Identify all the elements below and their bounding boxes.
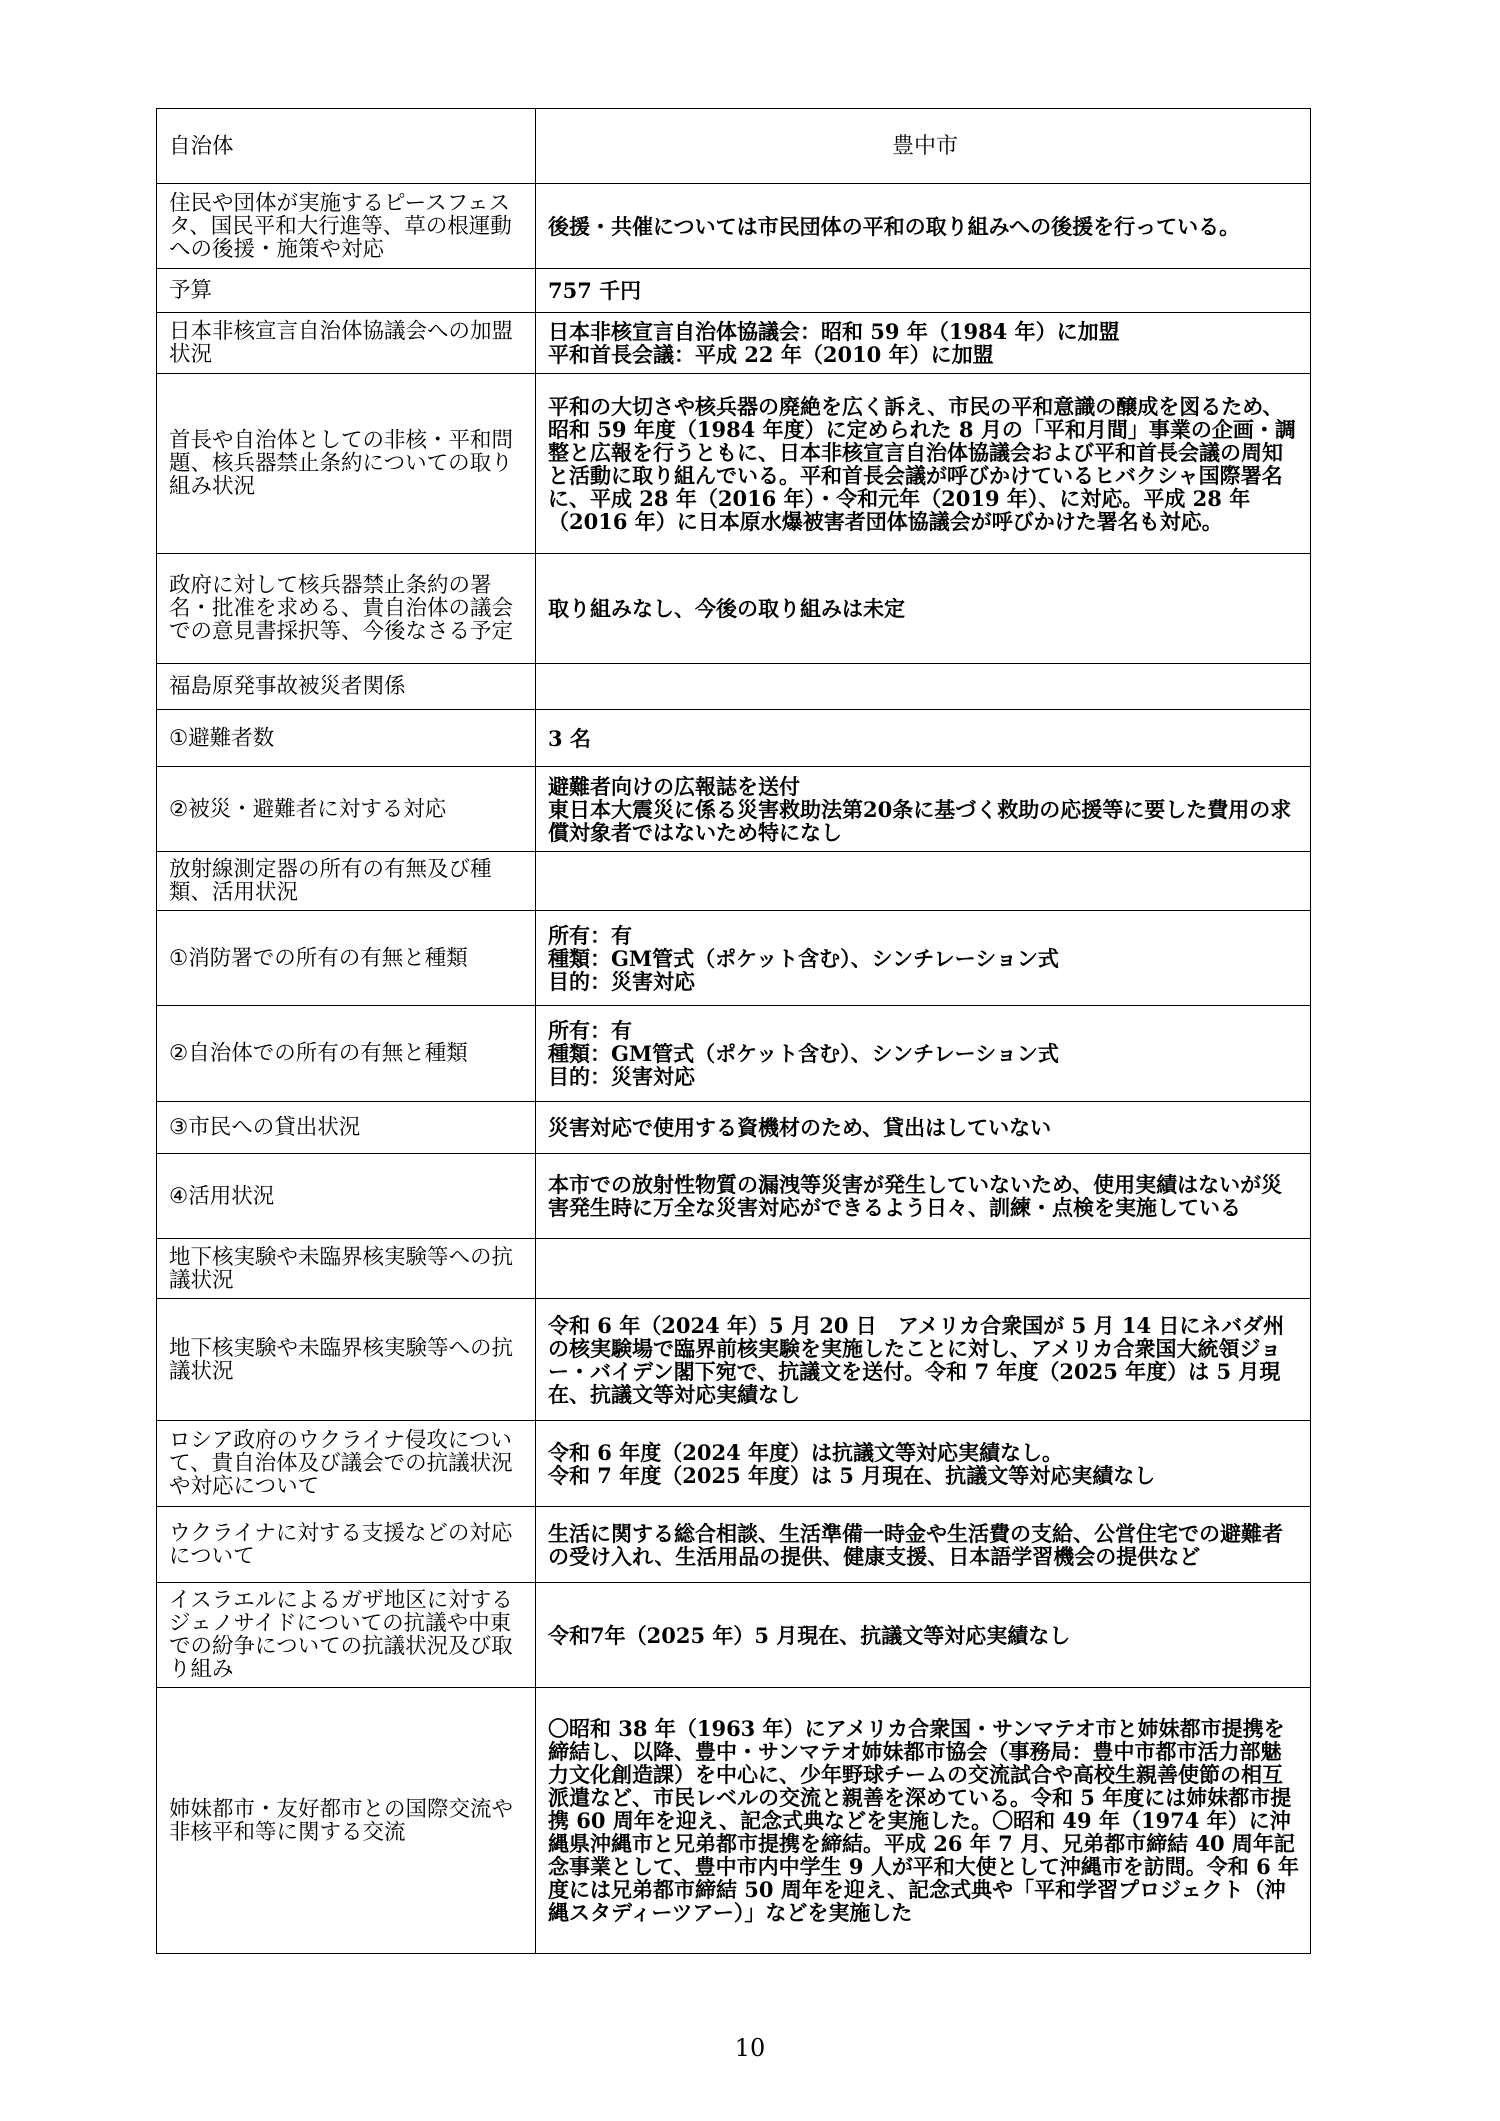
row-label: 首長や自治体としての非核・平和問題、核兵器禁止条約についての取り組み状況 [157,374,536,554]
row-label: ②被災・避難者に対する対応 [157,767,536,852]
row-value [536,1299,1311,1421]
value-line: 生活に関する総合相談、生活準備一時金や生活費の支給、公営住宅での避難者の受け入れ、生活用品の提供、健康支援、日本語学習機会の提供など [548,1520,1283,1569]
value-line: 令和7年（2025 年）5 月現在、抗議文等対応実績なし [548,1622,1071,1648]
row-value [536,184,1311,269]
row-label: 日本非核宣言自治体協議会への加盟状況 [157,313,536,374]
table-row [157,313,1311,374]
row-label: 地下核実験や未臨界核実験等への抗議状況 [157,1239,536,1299]
table-row [157,1006,1311,1102]
value-line: 本市での放射性物質の漏洩等災害が発生していないため、使用実績はないが災害発生時に万全な災害対応ができるよう日々、訓練・点検を実施している [548,1172,1283,1220]
value-line: 令和 6 年（2024 年）5 月 20 日 アメリカ合衆国が 5 月 14 日にネバダ州の核実験場で臨界前核実験を実施したことに対し、アメリカ合衆国大統領ジョー・バイデン閣下宛で、抗議文を送付。令和 7 年度（2025 年度）は 5 月現在、抗議文等対応実績なし [548,1312,1285,1407]
value-line: 後援・共催については市民団体の平和の取り組みへの後援を行っている。 [548,213,1241,239]
table-row [157,184,1311,269]
row-label: 地下核実験や未臨界核実験等への抗議状況 [157,1299,536,1421]
row-value [536,911,1311,1006]
row-value [536,1239,1311,1299]
row-value [536,374,1311,554]
row-value [536,1688,1311,1954]
row-label: 姉妹都市・友好都市との国際交流や非核平和等に関する交流 [157,1688,536,1954]
table-row [157,1299,1311,1421]
row-label: 予算 [157,269,536,313]
value-line: 令和 7 年度（2025 年度）は 5 月現在、抗議文等対応実績なし [548,1462,1156,1488]
header-label-cell: 自治体 [157,109,536,184]
table-row [157,1507,1311,1583]
value-line: 平和首長会議：平成 22 年（2010 年）に加盟 [548,342,994,367]
row-value [536,1102,1311,1154]
value-line: 東日本大震災に係る災害救助法第20条に基づく救助の応援等に要した費用の求償対象者ではないため特になし [548,796,1292,845]
table-row [157,1583,1311,1688]
table-row [157,374,1311,554]
value-line: 種類：GM管式（ポケット含む）、シンチレーション式 [548,1041,1059,1066]
row-value [536,664,1311,710]
value-line: 目的：災害対応 [548,968,695,994]
row-label: ①避難者数 [157,710,536,767]
row-value [536,1154,1311,1239]
row-value [536,1006,1311,1102]
row-value [536,710,1311,767]
value-line: 757 千円 [548,278,642,303]
value-line: 避難者向けの広報誌を送付 [548,773,800,799]
table-row [157,911,1311,1006]
table-row [157,1688,1311,1954]
value-line: 3 名 [548,725,591,751]
table-row [157,1239,1311,1299]
table-row [157,1154,1311,1239]
row-value [536,313,1311,374]
value-line: 所有：有 [548,1018,632,1043]
value-line: 平和の大切さや核兵器の廃絶を広く訴え、市民の平和意識の醸成を図るため、昭和 59 年度（1984 年度）に定められた 8 月の「平和月間」事業の企画・調整と広報を行うともに、日本非核宣言自治体協議会および平和首長会議の周知と活動に取り組んでいる。平和首長会議が呼びかけているヒバクシャ国際署名に、平成 28 年（2016 年）・令和元年（2019 年）、に対応。平成 28 年（2016 年）に日本原水爆被害者団体協議会が呼びかけた署名も対応。 [548,393,1296,534]
row-value [536,852,1311,911]
row-label: ①消防署での所有の有無と種類 [157,911,536,1006]
row-value [536,1583,1311,1688]
row-label: ウクライナに対する支援などの対応について [157,1507,536,1583]
row-label: 放射線測定器の所有の有無及び種類、活用状況 [157,852,536,911]
survey-sheet [156,108,1311,1954]
table-row [157,767,1311,852]
table-row [157,710,1311,767]
row-label: ロシア政府のウクライナ侵攻について、貴自治体及び議会での抗議状況や対応について [157,1421,536,1507]
row-value [536,1421,1311,1507]
row-label: 福島原発事故被災者関係 [157,664,536,710]
value-line: 〇昭和 38 年（1963 年）にアメリカ合衆国・サンマテオ市と姉妹都市提携を締結し、以降、豊中・サンマテオ姉妹都市協会（事務局：豊中市都市活力部魅力文化創造課）を中心に、少年野球チームの交流試合や高校生親善使節の相互派遣など、市民レベルの交流と親善を深めている。令和 5 年度には姉妹都市提携 60 周年を迎え、記念式典などを実施した。〇昭和 49 年（1974 年）に沖縄県沖縄市と兄弟都市提携を締結。平成 26 年 7 月、兄弟都市締結 40 周年記念事業として、豊中市内中学生 9 人が平和大使として沖縄市を訪問。令和 6 年度には兄弟都市締結 50 周年を迎え、記念式典や「平和学習プロジェクト（沖縄スタディーツアー）」などを実施した [548,1716,1300,1925]
value-line: 日本非核宣言自治体協議会：昭和 59 年（1984 年）に加盟 [548,319,1120,344]
table-row [157,269,1311,313]
row-value [536,269,1311,313]
row-value [536,554,1311,664]
survey-table [156,108,1311,1954]
value-line: 取り組みなし、今後の取り組みは未定 [548,596,905,621]
header-value-cell: 豊中市 [536,109,1311,184]
value-line: 災害対応で使用する資機材のため、貸出はしていない [548,1115,1052,1140]
row-label: ②自治体での所有の有無と種類 [157,1006,536,1102]
table-row [157,554,1311,664]
row-value [536,767,1311,852]
table-row [157,852,1311,911]
table-row [157,1421,1311,1507]
row-label: 政府に対して核兵器禁止条約の署名・批准を求める、貴自治体の議会での意見書採択等、今後なさる予定 [157,554,536,664]
row-value [536,1507,1311,1583]
page-number: 10 [734,2034,766,2062]
table-row [157,1102,1311,1154]
table-row [157,664,1311,710]
value-line: 目的：災害対応 [548,1064,695,1089]
row-label: ③市民への貸出状況 [157,1102,536,1154]
row-label: ④活用状況 [157,1154,536,1239]
row-label: イスラエルによるガザ地区に対するジェノサイドについての抗議や中東での紛争についての抗議状況及び取り組み [157,1583,536,1688]
table-header-row [157,109,1311,184]
row-label: 住民や団体が実施するピースフェスタ、国民平和大行進等、草の根運動への後援・施策や対応 [157,184,536,269]
value-line: 種類：GM管式（ポケット含む）、シンチレーション式 [548,945,1059,971]
value-line: 所有：有 [548,922,632,948]
value-line: 令和 6 年度（2024 年度）は抗議文等対応実績なし。 [548,1439,1063,1465]
